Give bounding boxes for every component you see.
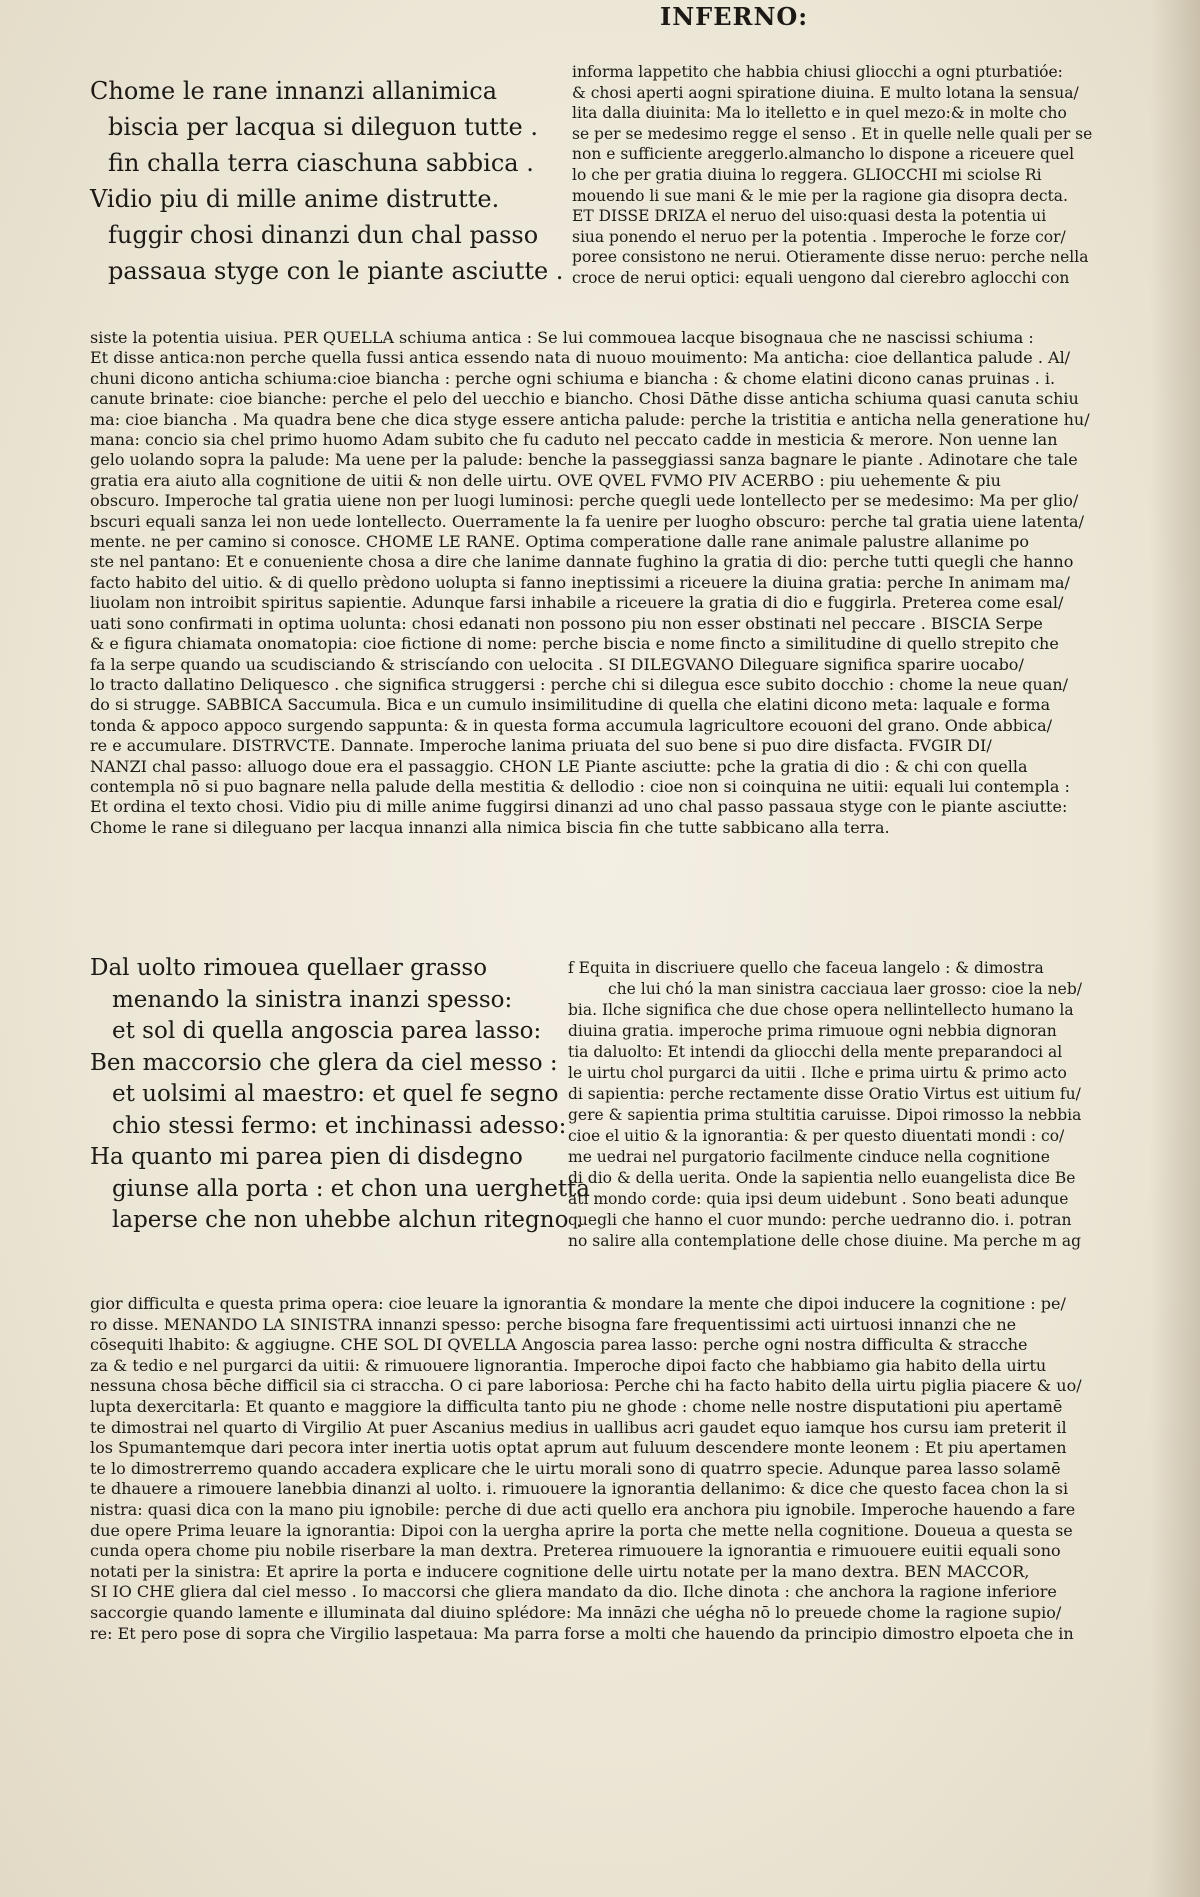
commentary-right-column-2 [568,958,1136,1252]
commentary-line: obscuro. Imperoche tal gratia uiene non per luogi luminosi: perche quegli uede lontellecto per se medesimo: Ma per glio/ [90,491,1079,511]
verse-line: biscia per lacqua si dileguon tutte . [108,113,539,141]
commentary-line: gior difficulta e questa prima opera: cioe leuare la ignorantia & mondare la mente che dipoi inducere la cognitione : pe/ [90,1294,1066,1313]
commentary-line: bscuri equali sanza lei non uede lontellecto. Ouerramente la fa uenire per luogho obscuro: perche tal gratia uiene latenta/ [90,511,1084,531]
commentary-line: do si strugge. SABBICA Saccumula. Bica e un cumulo insimilitudine di quella che elatini dicono meta: laquale e forma [90,695,1051,715]
commentary-line: le uirtu chol purgarci da uitii . Ilche e prima uirtu & primo acto [568,1064,1067,1082]
verse-line: menando la sinistra inanzi spesso: [112,986,513,1013]
commentary-line: f Equita in discriuere quello che faceua langelo : & dimostra [568,959,1044,977]
commentary-line: cōsequiti lhabito: & aggiugne. CHE SOL DI QVELLA Angoscia parea lasso: perche ogni nostra difficulta & stracche [90,1335,1028,1355]
commentary-line: gelo uolando sopra la palude: Ma uene per la palude: benche la passeggiassi sanza bagnare le piante . Adinotare che tale [90,450,1078,470]
commentary-line: za & tedio e nel purgarci da uitii: & rimuouere lignorantia. Imperoche dipoi facto che habbiamo gia habito della uirtu [90,1355,1047,1375]
commentary-line: canute brinate: cioe bianche: perche el pelo del uecchio e biancho. Chosi Dāthe disse anticha schiuma quasi canuta schiu [90,389,1079,409]
commentary-line: siua ponendo el neruo per la potentia . Imperoche le forze cor/ [572,227,1066,246]
verse-line: Chome le rane innanzi allanimica [90,77,498,105]
commentary-line: lupta dexercitarla: Et quanto e maggiore la difficulta tanto piu ne ghode : chome nelle nostre disputationi piu apertamē [90,1396,1063,1416]
commentary-line: quegli che hanno el cuor mundo: perche uedranno dio. i. potran [568,1211,1072,1229]
commentary-line: mente. ne per camino si conosce. CHOME LE RANE. Optima comperatione dalle rane animale palustre allanime po [90,532,1029,552]
verse-line: Ben maccorsio che glera da ciel messo : [90,1049,558,1076]
commentary-line: saccorgie quando lamente e illuminata dal diuino splédore: Ma innāzi che uégha nō lo preuede chome la ragione supio/ [90,1602,1062,1622]
verse-line: fin challa terra ciaschuna sabbica . [108,149,534,177]
commentary-line: ro disse. MENANDO LA SINISTRA innanzi spesso: perche bisogna fare frequentissimi acti uirtuosi innanzi che ne [90,1314,1017,1334]
commentary-line: gere & sapientia prima stultitia caruisse. Dipoi rimosso la nebbia [568,1106,1082,1124]
commentary-line: notati per la sinistra: Et aprire la porta e inducere cognitione delle uirtu notate per la mano dextra. BEN MACCOR, [90,1561,1030,1581]
commentary-line: ste nel pantano: Et e conueniente chosa a dire che lanime dannate fughino la gratia di dio: perche tutti quegli che hanno [90,552,1074,572]
commentary-line: te dhauere a rimouere lanebbia dinanzi al uolto. i. rimuouere la ignorantia dellanimo: & dice che questo facea chon la si [90,1479,1069,1499]
commentary-line: due opere Prima leuare la ignorantia: Dipoi con la uergha aprire la porta che mette nella cognitione. Doueua a questa se [90,1520,1073,1540]
commentary-line: no salire alla contemplatione delle chose diuine. Ma perche m ag [568,1232,1082,1250]
commentary-line: diuina gratia. imperoche prima rimuoue ogni nebbia dignoran [568,1022,1057,1040]
commentary-line: facto habito del uitio. & di quello prèdono uolupta si fanno ineptissimi a riceuere la diuina gratia: perche In animam ma/ [90,572,1070,592]
commentary-line: informa lappetito che habbia chiusi gliocchi a ogni pturbatióe: [572,63,1063,81]
commentary-line: lo che per gratia diuina lo reggera. GLIOCCHI mi sciolse Ri [572,165,1042,184]
verse-line: giunse alla porta : et chon una uerghetta [112,1175,591,1202]
verse-line: Ha quanto mi parea pien di disdegno [90,1144,523,1170]
commentary-line: tia daluolto: Et intendi da gliocchi della mente preparandoci al [568,1043,1063,1061]
commentary-line: di dio & della uerita. Onde la sapientia nello euangelista dice Be [568,1169,1076,1187]
commentary-line: non e sufficiente areggerlo.almancho lo dispone a riceuere quel [572,145,1075,164]
verse-block-1 [90,73,564,289]
commentary-line: siste la potentia uisiua. PER QUELLA schiuma antica : Se lui commouea lacque bisognaua che ne nascissi schiuma : [90,328,1034,347]
commentary-line: poree consistono ne nerui. Otieramente disse neruo: perche nella [572,248,1089,267]
commentary-line: & e figura chiamata onomatopia: cioe fictione di nome: perche biscia e nome fincto a similitudine di quello strepito che [90,634,1059,654]
commentary-line: & chosi aperti aogni spiratione diuina. E multo lotana la sensua/ [572,83,1079,102]
commentary-line: lo tracto dallatino Deliquesco . che significa struggersi : perche chi si dilegua esce subito docchio : chome la neue quan/ [90,674,1069,694]
commentary-full-width-1 [90,328,1140,838]
commentary-line: ET DISSE DRIZA el neruo del uiso:quasi desta la potentia ui [572,207,1047,226]
commentary-line: chuni dicono anticha schiuma:cioe biancha : perche ogni schiuma e biancha : & chome elatini dicono canas pruinas . i. [90,368,1056,388]
commentary-line: nistra: quasi dica con la mano piu ignobile: perche di due acti quello era anchora piu ignobile. Imperoche hauendo a fare [90,1499,1076,1519]
commentary-line: Chome le rane si dileguano per lacqua innanzi alla nimica biscia fin che tutte sabbicano alla terra. [90,817,890,837]
commentary-line: cioe el uitio & la ignorantia: & per questo diuentati mondi : co/ [568,1127,1065,1145]
commentary-line: bia. Ilche significa che due chose opera nellintellecto humano la [568,1001,1074,1019]
commentary-line: liuolam non introibit spiritus sapientie. Adunque farsi inhabile a riceuere la gratia di dio e fuggirla. Preterea come esal/ [90,593,1064,613]
commentary-line: gratia era aiuto alla cognitione de uitii & non delle uirtu. OVE QVEL FVMO PIV ACERBO : piu uehemente & piu [90,470,1001,490]
commentary-line: NANZI chal passo: alluogo doue era el passaggio. CHON LE Piante asciutte: pche la gratia di dio : & chi con quella [90,756,1028,776]
page-gutter-shadow [1150,0,1200,1897]
commentary-line: te lo dimostrerremo quando accadera explicare che le uirtu morali sono di quatrro specie. Adunque parea lasso solamē [90,1458,1061,1478]
verse-line: et uolsimi al maestro: et quel fe segno [112,1081,559,1107]
commentary-right-column-1 [572,62,1134,289]
commentary-line: mouendo li sue mani & le mie per la ragione gia disopra decta. [572,186,1068,205]
commentary-line: croce de nerui optici: equali uengono dal cierebro aglocchi con [572,268,1070,287]
commentary-line: che lui chó la man sinistra cacciaua laer grosso: cioe la neb/ [608,980,1082,998]
commentary-line: re: Et pero pose di sopra che Virgilio laspetaua: Ma parra forse a molti che hauendo da principio dimostro elpoeta che in [90,1623,1074,1643]
verse-line: chio stessi fermo: et inchinassi adesso: [112,1112,567,1139]
verse-line: passaua styge con le piante asciutte . [108,257,564,285]
commentary-line: uati sono confirmati in optima uolunta: chosi edanati non possono piu non esser obstinati nel peccare . BISCIA Serpe [90,613,1043,633]
commentary-line: re e accumulare. DISTRVCTE. Dannate. Imperoche lanima priuata del suo bene si puo dire disfacta. FVGIR DI/ [90,736,992,756]
commentary-line: ati mondo corde: quia ipsi deum uidebunt . Sono beati adunque [568,1190,1069,1208]
verse-line: fuggir chosi dinanzi dun chal passo [108,221,539,249]
commentary-line: te dimostrai nel quarto di Virgilio At puer Ascanius medius in uallibus acri gaudet equo iamque hos cursu iam preterit il [90,1417,1067,1437]
commentary-line: Et disse antica:non perche quella fussi antica essendo nata di nuouo mouimento: Ma anticha: cioe dellantica palude . Al/ [90,348,1071,368]
running-head: INFERNO: [660,2,809,31]
commentary-line: nessuna chosa bēche difficil sia ci straccha. O ci pare laboriosa: Perche chi ha facto habito della uirtu piglia piacere & uo/ [90,1376,1082,1396]
verse-line: Dal uolto rimouea quellaer grasso [90,955,488,981]
commentary-line: SI IO CHE gliera dal ciel messo . Io maccorsi che gliera mandato da dio. Ilche dinota : che anchora la ragione inferiore [90,1582,1057,1602]
commentary-line: cunda opera chome piu nobile riserbare la man dextra. Preterea rimuouere la ignorantia e rimuouere euitii equali sono [90,1541,1061,1561]
commentary-line: contempla nō si puo bagnare nella palude della mestitia & dellodio : cioe non si coinquina ne uitii: equali lui contempla : [90,776,1070,796]
commentary-line: fa la serpe quando ua scudisciando & striscíando con uelocita . SI DILEGVANO Dileguare significa sparire uocabo/ [90,654,1024,674]
verse-line: laperse che non uhebbe alchun ritegno . [112,1207,584,1233]
commentary-line: mana: concio sia chel primo huomo Adam subito che fu caduto nel peccato cadde in mesticia & merore. Non uenne lan [90,430,1058,450]
commentary-line: lita dalla diuinita: Ma lo itelletto e in quel mezo:& in molte cho [572,104,1067,123]
commentary-line: me uedrai nel purgatorio facilmente cinduce nella cognitione [568,1148,1050,1166]
commentary-line: Et ordina el texto chosi. Vidio piu di mille anime fuggirsi dinanzi ad uno chal passo passaua styge con le piante asciutte: [90,797,1068,817]
commentary-full-width-2 [90,1294,1140,1644]
commentary-line: tonda & appoco appoco surgendo sappunta: & in questa forma accumula lagricultore ecouoni del grano. Onde abbica/ [90,715,1053,735]
verse-block-2 [90,953,591,1237]
verse-line: et sol di quella angoscia parea lasso: [112,1018,542,1044]
commentary-line: los Spumantemque dari pecora inter inertia uotis optat aprum aut fuluum descendere monte leonem : Et piu apertamen [90,1438,1067,1458]
commentary-line: se per se medesimo regge el senso . Et in quelle nelle quali per se [572,124,1093,143]
commentary-line: di sapientia: perche rectamente disse Oratio Virtus est uitium fu/ [568,1085,1081,1103]
verse-line: Vidio piu di mille anime distrutte. [90,185,500,213]
commentary-line: ma: cioe biancha . Ma quadra bene che dica styge essere anticha palude: perche la tristitia e anticha nella generatione hu/ [90,409,1090,429]
